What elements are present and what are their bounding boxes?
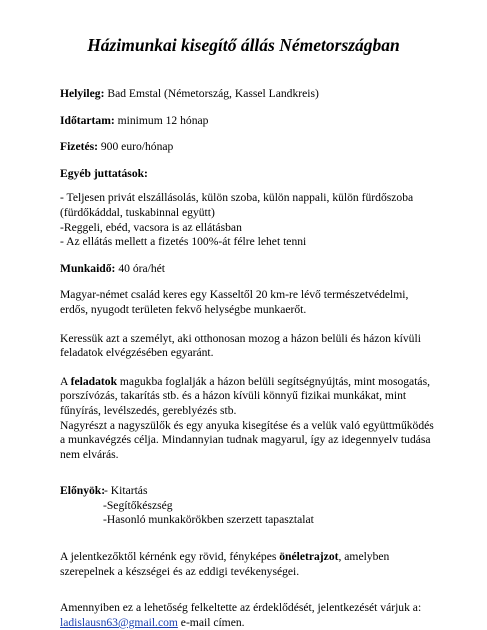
paragraph-line: fűnyírás, levélszedés, gereblyézés stb.	[60, 403, 237, 417]
salary-label: Fizetés:	[60, 140, 98, 154]
cv-text-1: A jelentkezőktől kérnénk egy rövid, fényképes	[60, 550, 280, 564]
advantages-section	[60, 484, 455, 528]
benefit-line: - Az ellátás mellett a fizetés 100%-át félre lehet tenni	[60, 235, 307, 249]
paragraph-line	[60, 550, 455, 565]
benefits-heading: Egyéb juttatások:	[60, 166, 148, 180]
working-hours-line	[60, 262, 455, 277]
advantages-label: Előnyök:	[60, 484, 106, 498]
document-body	[60, 87, 455, 630]
paragraph-line: porszívózás, takarítás stb. és a házon kívüli könnyű fizikai munkákat, mint	[60, 389, 407, 403]
paragraph-line: Nagyrészt a nagyszülők és egy anyuka kisegítése és a velük való együttműködés	[60, 418, 434, 432]
benefit-line: - Teljesen privát elszállásolás, külön szoba, külön nappali, külön fürdőszoba	[60, 191, 414, 205]
advantage-item: -Hasonló munkakörökben szerzett tapasztalat	[103, 513, 314, 527]
location-line	[60, 87, 455, 102]
cv-bold-word: önéletrajzot	[279, 550, 339, 564]
family-paragraph	[60, 288, 455, 317]
tasks-first-rest: magukba foglalják a házon belüli segítségnyújtás, mint mosogatás,	[117, 374, 430, 388]
paragraph-line: Magyar-német család keres egy Kasseltől 20 km-re lévő természetvédelmi,	[60, 288, 409, 302]
tasks-bold-word: feladatok	[70, 374, 118, 388]
paragraph-line	[60, 375, 455, 390]
tasks-prefix: A	[60, 374, 71, 388]
paragraph-line: Amennyiben ez a lehetőség felkeltette az érdeklődését, jelentkezését várjuk a:	[60, 601, 422, 615]
working-hours-value: 40 óra/hét	[115, 261, 166, 275]
location-label: Helyileg:	[60, 87, 105, 100]
location-value: Bad Emstal (Németország, Kassel Landkreis)	[104, 87, 319, 100]
email-suffix: e-mail címen.	[177, 615, 245, 629]
benefit-line: (fürdőkáddal, tuskabinnal együtt)	[60, 205, 215, 219]
tasks-paragraph	[60, 375, 455, 463]
advantage-item: -Segítőkészség	[103, 498, 173, 512]
advantage-item: - Kitartás	[104, 484, 148, 498]
paragraph-line: erdős, nyugodt területen fekvő helységbe munkaerőt.	[60, 302, 307, 316]
benefit-line: -Reggeli, ebéd, vacsora is az ellátásban	[60, 220, 242, 234]
cv-text-2: , amelyben	[338, 550, 390, 564]
cv-paragraph	[60, 550, 455, 579]
search-paragraph	[60, 332, 455, 361]
paragraph-line: nem elvárás.	[60, 447, 119, 461]
document-title: Házimunkai kisegítő állás Németországban	[87, 35, 400, 55]
paragraph-line: feladatok elvégzésében egyaránt.	[60, 346, 214, 360]
salary-value: 900 euro/hónap	[97, 140, 174, 154]
salary-line	[60, 140, 455, 155]
working-hours-label: Munkaidő:	[60, 261, 116, 275]
paragraph-line: szerepelnek a készségei és az eddigi tevékenységei.	[60, 564, 300, 578]
contact-paragraph	[60, 601, 455, 630]
duration-value: minimum 12 hónap	[114, 113, 209, 127]
duration-label: Időtartam:	[60, 113, 115, 127]
advantages-first-row	[60, 484, 455, 499]
duration-line	[60, 114, 455, 129]
email-link[interactable]: ladislausn63@gmail.com	[60, 615, 178, 629]
benefits-list	[60, 191, 455, 249]
paragraph-line: a munkavégzés célja. Mindannyian tudnak magyarul, így az idegennyelv tudása	[60, 433, 431, 447]
paragraph-line: Keressük azt a személyt, aki otthonosan mozog a házon belüli és házon kívüli	[60, 331, 421, 345]
paragraph-line	[60, 616, 455, 630]
